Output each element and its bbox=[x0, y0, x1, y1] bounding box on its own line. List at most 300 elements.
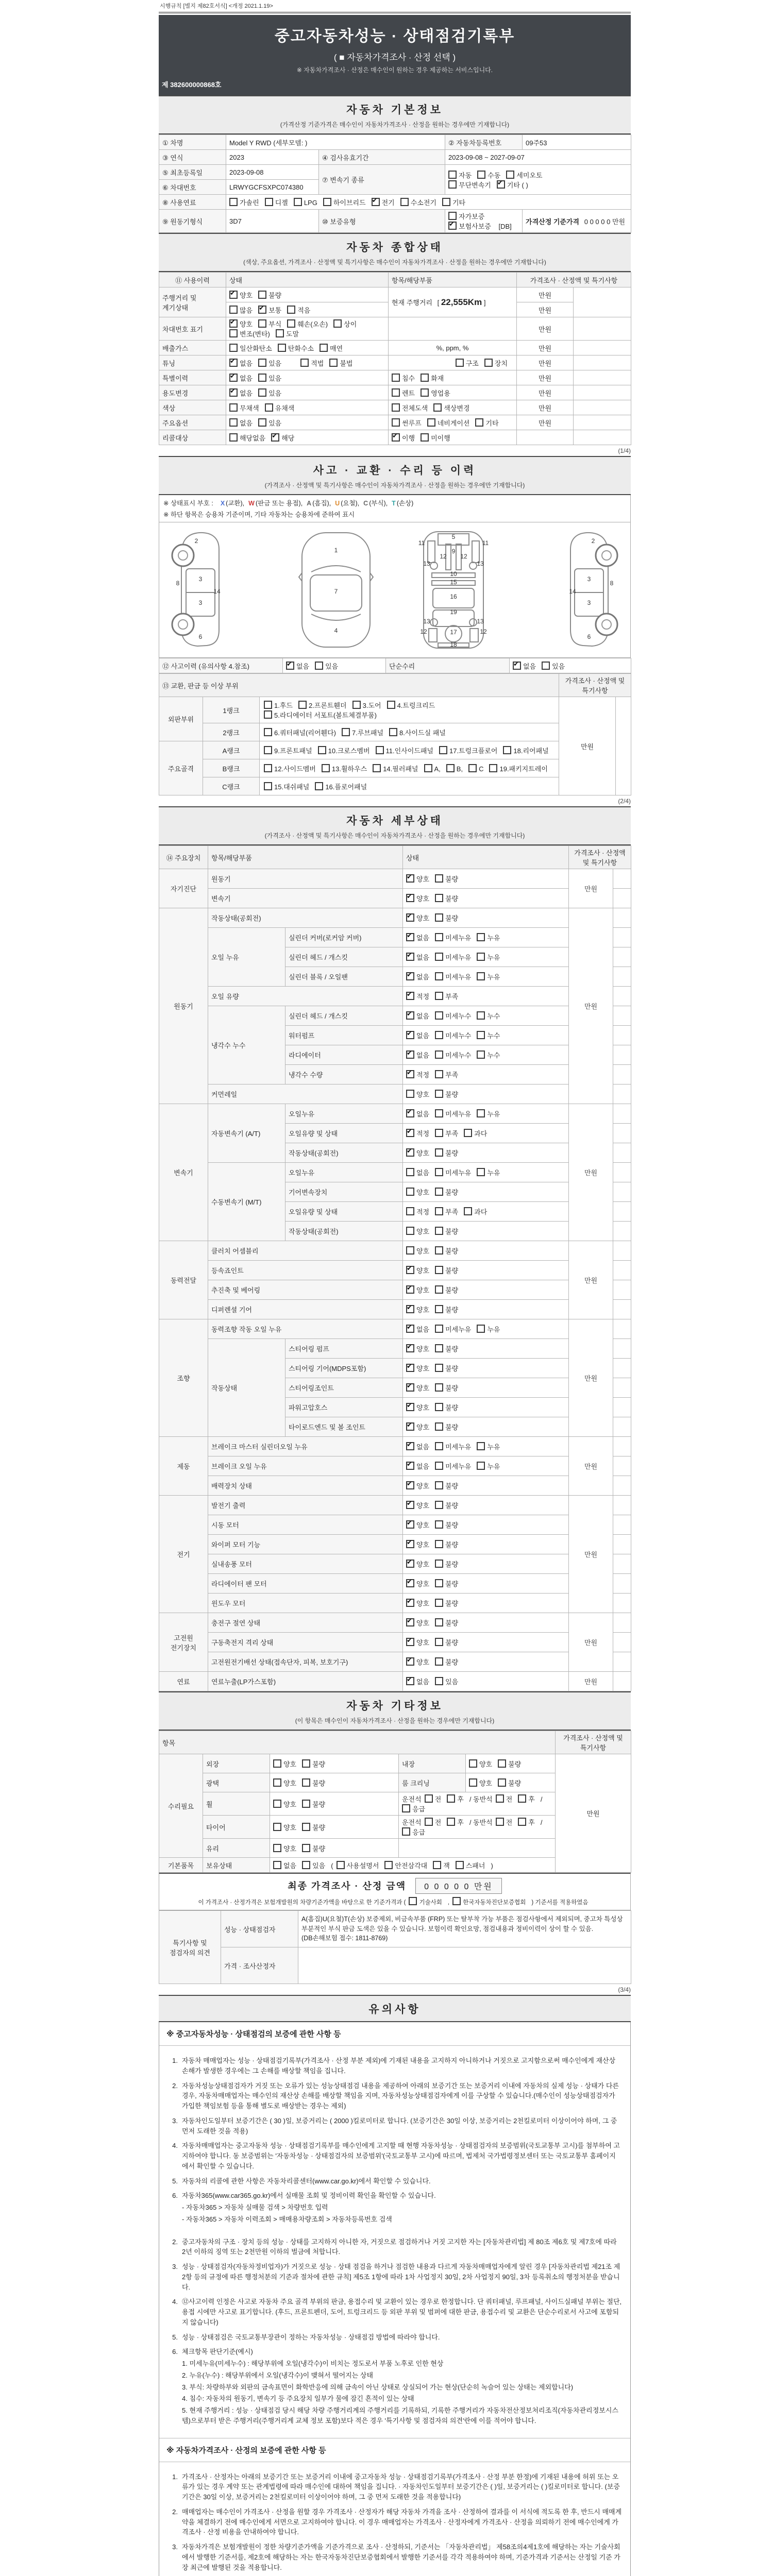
field-option bbox=[433, 1860, 450, 1870]
checkbox-checked[interactable] bbox=[406, 1422, 414, 1431]
checkbox[interactable] bbox=[498, 1778, 506, 1787]
checkbox-checked[interactable] bbox=[392, 433, 400, 442]
document-body bbox=[159, 95, 631, 2576]
option-label: 양호 bbox=[416, 1267, 430, 1275]
section-band bbox=[159, 806, 631, 845]
checkbox-checked[interactable] bbox=[406, 1618, 414, 1626]
checkbox[interactable] bbox=[264, 764, 272, 772]
checkbox[interactable] bbox=[503, 746, 511, 754]
checkbox[interactable] bbox=[352, 701, 361, 709]
field-option bbox=[475, 418, 498, 428]
checkbox[interactable] bbox=[424, 764, 432, 772]
checkbox[interactable] bbox=[392, 403, 400, 412]
checkbox[interactable] bbox=[477, 1011, 485, 1020]
checkbox-checked[interactable] bbox=[406, 1520, 414, 1529]
checkbox-checked[interactable] bbox=[286, 662, 294, 670]
checkbox[interactable] bbox=[469, 1778, 477, 1787]
state-code: X bbox=[220, 500, 225, 507]
checkbox[interactable] bbox=[264, 710, 272, 719]
checkbox[interactable] bbox=[435, 1403, 443, 1411]
field-option bbox=[402, 1804, 425, 1814]
checkbox[interactable] bbox=[464, 1207, 472, 1215]
label-text: ( bbox=[331, 1861, 333, 1870]
checkbox[interactable] bbox=[302, 1823, 310, 1831]
checkbox-checked[interactable] bbox=[406, 1325, 414, 1333]
checkbox[interactable] bbox=[477, 1050, 485, 1059]
field-option bbox=[320, 343, 343, 353]
checkbox[interactable] bbox=[435, 1560, 443, 1568]
checkbox[interactable] bbox=[425, 1818, 433, 1826]
checkbox-checked[interactable] bbox=[406, 1383, 414, 1392]
panel-number: 8 bbox=[610, 580, 614, 587]
checkbox[interactable] bbox=[320, 344, 328, 352]
checkbox[interactable] bbox=[435, 1129, 443, 1137]
field-option bbox=[435, 913, 458, 923]
checkbox-checked[interactable] bbox=[448, 222, 457, 230]
checkbox-checked[interactable] bbox=[372, 198, 380, 206]
checkbox[interactable] bbox=[477, 1031, 485, 1039]
checkbox[interactable] bbox=[475, 418, 483, 427]
checkbox-checked[interactable] bbox=[258, 306, 266, 314]
notice-block-header: ※ 중고자동차성능 · 상태점검의 보증에 관한 사항 등 bbox=[159, 2022, 630, 2046]
option-label: 누유 bbox=[487, 1110, 500, 1118]
field-option bbox=[435, 1363, 458, 1373]
checkbox[interactable] bbox=[468, 764, 477, 772]
checkbox[interactable] bbox=[435, 1207, 443, 1215]
checkbox[interactable] bbox=[435, 1540, 443, 1548]
checkbox-checked[interactable] bbox=[406, 1599, 414, 1607]
checkbox[interactable] bbox=[302, 1844, 310, 1852]
checkbox[interactable] bbox=[406, 1090, 414, 1098]
state-code-label: (판금 또는 용접) bbox=[255, 500, 301, 507]
table-row: 연료 연료누출(LP가스포함) ✔ 없음 있음 만원 bbox=[159, 1672, 631, 1691]
checkbox[interactable] bbox=[496, 1794, 504, 1803]
checkbox[interactable] bbox=[435, 933, 443, 941]
checkbox[interactable] bbox=[506, 171, 514, 179]
checkbox[interactable] bbox=[435, 1422, 443, 1431]
checkbox[interactable] bbox=[435, 953, 443, 961]
field-option bbox=[406, 1011, 429, 1021]
checkbox[interactable] bbox=[435, 1246, 443, 1255]
checkbox-checked[interactable] bbox=[406, 1638, 414, 1646]
checkbox-checked[interactable] bbox=[513, 662, 521, 670]
checkbox[interactable] bbox=[439, 746, 447, 754]
field-option bbox=[392, 373, 415, 383]
checkbox[interactable] bbox=[276, 329, 284, 337]
panel-number: 6 bbox=[198, 633, 203, 640]
checkbox[interactable] bbox=[264, 701, 272, 709]
checkbox[interactable] bbox=[447, 1818, 455, 1826]
checkbox-checked[interactable] bbox=[406, 1070, 414, 1078]
checkbox[interactable] bbox=[433, 1861, 441, 1869]
checkbox[interactable] bbox=[456, 1861, 464, 1869]
option-label: 미세누유 bbox=[445, 1326, 472, 1333]
checkbox[interactable] bbox=[489, 764, 497, 772]
checkbox[interactable] bbox=[315, 662, 323, 670]
section-subtitle: (가격조사 · 산정액 및 특기사항은 매수인이 자동차가격조사 · 산정을 원하는 경우에만 기재합니다) bbox=[264, 832, 525, 839]
option-label: 7.루브패널 bbox=[351, 728, 384, 737]
checkbox[interactable] bbox=[287, 319, 295, 328]
checkbox[interactable] bbox=[258, 418, 266, 427]
checkbox[interactable] bbox=[402, 1804, 410, 1812]
checkbox[interactable] bbox=[435, 1442, 443, 1450]
checkbox[interactable] bbox=[264, 746, 272, 754]
option-label: 기술사회 bbox=[419, 1900, 442, 1906]
checkbox[interactable] bbox=[265, 198, 273, 206]
checkbox[interactable] bbox=[258, 388, 266, 397]
field-option bbox=[435, 1676, 458, 1686]
field-option bbox=[229, 329, 270, 338]
field-option bbox=[447, 1794, 464, 1804]
checkbox[interactable] bbox=[456, 359, 464, 367]
section-band bbox=[159, 233, 631, 272]
checkbox[interactable] bbox=[435, 1050, 443, 1059]
checkbox[interactable] bbox=[406, 1227, 414, 1235]
checkbox[interactable] bbox=[425, 1794, 433, 1803]
field-option bbox=[435, 991, 458, 1001]
checkbox[interactable] bbox=[435, 1599, 443, 1607]
checkbox[interactable] bbox=[518, 1818, 526, 1826]
field-option bbox=[477, 972, 500, 981]
checkbox-checked[interactable] bbox=[406, 1677, 414, 1685]
field-option bbox=[302, 1799, 325, 1809]
checkbox[interactable] bbox=[435, 1579, 443, 1587]
option-label: 있음 bbox=[268, 374, 282, 382]
checkbox[interactable] bbox=[318, 746, 326, 754]
field-option bbox=[229, 418, 253, 428]
checkbox-checked[interactable] bbox=[406, 913, 414, 922]
checkbox[interactable] bbox=[448, 171, 457, 179]
checkbox[interactable] bbox=[477, 1462, 485, 1470]
checkbox[interactable] bbox=[477, 1325, 485, 1333]
option-label: 있음 bbox=[325, 662, 339, 670]
section-title: 자동차 세부상태 bbox=[346, 815, 443, 827]
checkbox[interactable] bbox=[435, 1227, 443, 1235]
checkbox[interactable] bbox=[435, 913, 443, 922]
checkbox[interactable] bbox=[469, 1759, 477, 1768]
checkbox[interactable] bbox=[302, 1759, 310, 1768]
checkbox[interactable] bbox=[496, 1818, 504, 1826]
checkbox[interactable] bbox=[435, 1520, 443, 1529]
option-label: 불량 bbox=[445, 875, 459, 883]
checkbox[interactable] bbox=[477, 1168, 485, 1176]
checkbox[interactable] bbox=[342, 728, 350, 736]
checkbox[interactable] bbox=[435, 1285, 443, 1294]
checkbox[interactable] bbox=[300, 359, 309, 367]
checkbox-checked[interactable] bbox=[406, 894, 414, 902]
checkbox[interactable] bbox=[421, 388, 429, 397]
option-label: 없음 bbox=[283, 1861, 297, 1870]
checkbox[interactable] bbox=[435, 1383, 443, 1392]
checkbox[interactable] bbox=[435, 1305, 443, 1313]
checkbox[interactable] bbox=[421, 374, 429, 382]
checkbox[interactable] bbox=[498, 1759, 506, 1768]
checkbox[interactable] bbox=[258, 359, 266, 367]
checkbox-checked[interactable] bbox=[406, 933, 414, 941]
checkbox[interactable] bbox=[376, 746, 384, 754]
checkbox[interactable] bbox=[337, 1861, 345, 1869]
checkbox[interactable] bbox=[435, 1364, 443, 1372]
checkbox[interactable] bbox=[273, 1861, 281, 1869]
checkbox[interactable] bbox=[542, 662, 550, 670]
checkbox[interactable] bbox=[477, 953, 485, 961]
checkbox[interactable] bbox=[264, 782, 272, 790]
field-option bbox=[435, 1324, 471, 1334]
notice-item: 3. 자동차인도일부터 보증기간은 ( 30 )일, 보증거리는 ( 2000 )킬로미터로 합니다. (보증기간은 30일 이상, 보증거리는 2천킬로미터 이상이어야 하며, 그 중 먼저 도래한 것을 적용) bbox=[172, 2116, 617, 2135]
checkbox-checked[interactable] bbox=[406, 1657, 414, 1666]
option-label: 영업용 bbox=[431, 389, 450, 397]
checkbox[interactable] bbox=[333, 319, 342, 328]
checkbox[interactable] bbox=[389, 728, 397, 736]
checkbox[interactable] bbox=[446, 764, 455, 772]
field-option bbox=[406, 1383, 429, 1393]
checkbox[interactable] bbox=[384, 1861, 393, 1869]
checkbox[interactable] bbox=[447, 1794, 455, 1803]
checkbox-checked[interactable] bbox=[229, 319, 238, 328]
option-label: 양호 bbox=[416, 1658, 430, 1666]
checkbox[interactable] bbox=[435, 1618, 443, 1626]
checkbox[interactable] bbox=[477, 1109, 485, 1117]
checkbox[interactable] bbox=[435, 1501, 443, 1509]
checkbox-checked[interactable] bbox=[406, 992, 414, 1000]
checkbox[interactable] bbox=[477, 171, 485, 179]
checkbox-checked[interactable] bbox=[406, 1540, 414, 1548]
field-option bbox=[273, 1799, 296, 1809]
checkbox[interactable] bbox=[302, 1778, 310, 1787]
state-code: W bbox=[248, 500, 255, 507]
table-row: 가격 · 조사산정자 bbox=[159, 1947, 631, 1984]
checkbox[interactable] bbox=[273, 1778, 281, 1787]
checkbox-checked[interactable] bbox=[406, 1285, 414, 1294]
option-label: 적법 bbox=[311, 359, 324, 367]
option-label: 12.사이드멤버 bbox=[274, 765, 316, 773]
checkbox[interactable] bbox=[464, 1129, 472, 1137]
checkbox-checked[interactable] bbox=[406, 1481, 414, 1489]
field-option bbox=[464, 1207, 487, 1216]
checkbox[interactable] bbox=[435, 972, 443, 980]
checkbox[interactable] bbox=[435, 1638, 443, 1646]
checkbox[interactable] bbox=[278, 344, 286, 352]
section-title: 자동차 기본정보 bbox=[346, 104, 443, 116]
checkbox-checked[interactable] bbox=[406, 1011, 414, 1020]
checkbox[interactable] bbox=[258, 374, 266, 382]
panel-number: 17 bbox=[450, 629, 457, 636]
checkbox-checked[interactable] bbox=[406, 1031, 414, 1039]
table-row: 주행거리 및 계기상태 ✔양호 불량 현재 주행거리 [ 22,555Km ] 만원 bbox=[159, 287, 631, 302]
table-row: 추진축 및 베어링 ✔ 양호 불량 bbox=[159, 1280, 631, 1300]
checkbox[interactable] bbox=[392, 374, 400, 382]
checkbox[interactable] bbox=[435, 992, 443, 1000]
checkbox[interactable] bbox=[329, 359, 338, 367]
checkbox[interactable] bbox=[435, 1657, 443, 1666]
checkbox[interactable] bbox=[258, 291, 266, 299]
checkbox[interactable] bbox=[421, 433, 429, 442]
notice-block-header: ※ 자동차가격조사 · 산정의 보증에 관한 사항 등 bbox=[159, 2438, 630, 2462]
checkbox[interactable] bbox=[229, 418, 238, 427]
checkbox[interactable] bbox=[402, 1827, 410, 1836]
checkbox-checked[interactable] bbox=[229, 388, 238, 397]
table-row: 배출가스 일산화탄소 탄화수소 매연 %, ppm, % 만원 bbox=[159, 341, 631, 355]
option-label: 불량 bbox=[445, 1619, 459, 1627]
checkbox[interactable] bbox=[435, 1148, 443, 1157]
field-option bbox=[229, 358, 253, 368]
checkbox[interactable] bbox=[435, 1677, 443, 1685]
checkbox[interactable] bbox=[273, 1759, 281, 1768]
table-row: 동력전달 클러치 어셈블리 양호 불량 만원 bbox=[159, 1241, 631, 1261]
checkbox[interactable] bbox=[258, 319, 266, 328]
label-text: ) 기준서를 적용하였음 bbox=[531, 1900, 589, 1906]
checkbox[interactable] bbox=[435, 894, 443, 902]
field-option bbox=[273, 1778, 296, 1788]
checkbox[interactable] bbox=[400, 198, 409, 206]
field-option bbox=[435, 1265, 458, 1275]
checkbox[interactable] bbox=[229, 329, 238, 337]
checkbox-checked[interactable] bbox=[406, 972, 414, 980]
option-label: 없음 bbox=[416, 1169, 430, 1177]
checkbox[interactable] bbox=[448, 212, 457, 220]
checkbox[interactable] bbox=[229, 344, 238, 352]
option-label: 렌트 bbox=[402, 389, 415, 397]
checkbox[interactable] bbox=[323, 198, 331, 206]
checkbox-checked[interactable] bbox=[406, 1148, 414, 1157]
checkbox[interactable] bbox=[452, 1897, 461, 1905]
checkbox[interactable] bbox=[477, 972, 485, 980]
option-label: 1.후드 bbox=[274, 702, 293, 709]
checkbox[interactable] bbox=[322, 764, 330, 772]
checkbox[interactable] bbox=[435, 874, 443, 883]
checkbox-checked[interactable] bbox=[406, 953, 414, 961]
checkbox[interactable] bbox=[273, 1800, 281, 1808]
option-label: 훼손(오손) bbox=[297, 320, 328, 328]
checkbox[interactable] bbox=[409, 1897, 417, 1905]
checkbox[interactable] bbox=[273, 1823, 281, 1831]
option-label: 적음 bbox=[297, 306, 311, 314]
checkbox[interactable] bbox=[435, 1031, 443, 1039]
checkbox-checked[interactable] bbox=[229, 374, 238, 382]
checkbox[interactable] bbox=[435, 1344, 443, 1352]
field-option bbox=[318, 745, 370, 755]
checkbox-checked[interactable] bbox=[406, 1442, 414, 1450]
checkbox[interactable] bbox=[302, 1861, 310, 1869]
checkbox[interactable] bbox=[392, 418, 400, 427]
notice-item: 5. 자동차의 리콜에 관한 사항은 자동차리콜센터(www.car.go.kr)에서 확인할 수 있습니다. bbox=[172, 2177, 431, 2185]
field-option bbox=[477, 1461, 500, 1471]
checkbox-checked[interactable] bbox=[497, 180, 505, 189]
checkbox[interactable] bbox=[229, 433, 238, 442]
panel-number: 6 bbox=[587, 633, 591, 640]
checkbox[interactable] bbox=[298, 701, 307, 709]
checkbox-checked[interactable] bbox=[406, 1344, 414, 1352]
checkbox[interactable] bbox=[406, 1168, 414, 1176]
checkbox[interactable] bbox=[265, 403, 273, 412]
field-option bbox=[342, 727, 383, 737]
checkbox[interactable] bbox=[435, 1188, 443, 1196]
checkbox[interactable] bbox=[406, 1188, 414, 1196]
checkbox-checked[interactable] bbox=[406, 1109, 414, 1117]
checkbox[interactable] bbox=[442, 198, 450, 206]
field-option bbox=[425, 1794, 442, 1804]
option-label: 탄화수소 bbox=[288, 344, 314, 352]
checkbox-checked[interactable] bbox=[406, 1305, 414, 1313]
checkbox-checked[interactable] bbox=[406, 1364, 414, 1372]
checkbox-checked[interactable] bbox=[406, 1462, 414, 1470]
checkbox[interactable] bbox=[477, 933, 485, 941]
field-option bbox=[258, 305, 281, 315]
field-option bbox=[477, 1442, 500, 1451]
option-label: 미세누수 bbox=[445, 1032, 472, 1040]
checkbox[interactable] bbox=[287, 306, 295, 314]
checkbox[interactable] bbox=[435, 1109, 443, 1117]
final-price-value: 0 0 0 0 0 만원 bbox=[415, 1878, 502, 1894]
option-label: C bbox=[479, 765, 484, 773]
checkbox[interactable] bbox=[427, 418, 435, 427]
checkbox-checked[interactable] bbox=[229, 359, 238, 367]
checkbox[interactable] bbox=[435, 1090, 443, 1098]
field-option bbox=[264, 710, 377, 720]
checkbox-checked[interactable] bbox=[406, 1560, 414, 1568]
field-option bbox=[435, 1109, 471, 1118]
checkbox[interactable] bbox=[302, 1800, 310, 1808]
checkbox[interactable] bbox=[229, 306, 238, 314]
checkbox-checked[interactable] bbox=[406, 1403, 414, 1411]
checkbox-checked[interactable] bbox=[406, 1050, 414, 1059]
checkbox[interactable] bbox=[387, 701, 395, 709]
checkbox[interactable] bbox=[315, 782, 323, 790]
checkbox-checked[interactable] bbox=[406, 874, 414, 883]
checkbox[interactable] bbox=[273, 1844, 281, 1852]
checkbox[interactable] bbox=[435, 1168, 443, 1176]
checkbox-checked[interactable] bbox=[406, 1129, 414, 1137]
checkbox-checked[interactable] bbox=[406, 1266, 414, 1274]
checkbox[interactable] bbox=[373, 764, 381, 772]
checkbox[interactable] bbox=[435, 1070, 443, 1078]
checkbox[interactable] bbox=[435, 1481, 443, 1489]
checkbox[interactable] bbox=[229, 198, 238, 206]
checkbox-checked[interactable] bbox=[271, 433, 279, 442]
checkbox[interactable] bbox=[392, 388, 400, 397]
checkbox[interactable] bbox=[406, 1207, 414, 1215]
checkbox[interactable] bbox=[448, 180, 457, 189]
checkbox[interactable] bbox=[435, 1011, 443, 1020]
checkbox[interactable] bbox=[229, 403, 238, 412]
final-price-label: 최종 가격조사 · 산정 금액 bbox=[288, 1881, 407, 1891]
checkbox[interactable] bbox=[435, 1462, 443, 1470]
checkbox[interactable] bbox=[433, 403, 442, 412]
checkbox[interactable] bbox=[435, 1325, 443, 1333]
option-label: 일산화탄소 bbox=[240, 344, 272, 352]
checkbox[interactable] bbox=[477, 1442, 485, 1450]
checkbox[interactable] bbox=[435, 1266, 443, 1274]
checkbox[interactable] bbox=[518, 1794, 526, 1803]
option-label: 해당 bbox=[281, 434, 295, 442]
checkbox[interactable] bbox=[484, 359, 493, 367]
checkbox-checked[interactable] bbox=[406, 1579, 414, 1587]
option-label: 미세누수 bbox=[445, 1052, 472, 1059]
checkbox[interactable] bbox=[406, 1246, 414, 1255]
field-option bbox=[376, 745, 433, 755]
checkbox[interactable] bbox=[294, 198, 302, 206]
label-text: / 동반석 bbox=[469, 1795, 493, 1803]
checkbox-checked[interactable] bbox=[406, 1501, 414, 1509]
option-label: 17.트렁크플로어 bbox=[449, 747, 498, 755]
notice-item: 5. 성능 · 상태점검은 국토교통부장관이 정하는 자동차성능 · 상태점검 방법에 따라야 합니다. bbox=[172, 2333, 440, 2341]
checkbox-checked[interactable] bbox=[229, 291, 238, 299]
notice-item: 2. 매매업자는 매수인이 가격조사 · 산정을 원할 경우 가격조사 · 산정자가 해당 자동차 가격을 조사 · 산정하여 결과를 이 서식에 적도록 한 후, 반드시 매매계약을 체결하기 전에 매수인에게 서면으로 고지하여야 합니다. 이 경우 매매업자는 가격조사 · 산정자에게 가격조사 · 산정을 의뢰하기 전에 매수인에게 가격조사 · 산정 비용을 안내하여야 합니다. bbox=[172, 2507, 622, 2536]
option-label: 안전삼각대 bbox=[395, 1861, 428, 1870]
field-option bbox=[298, 700, 347, 710]
field-option bbox=[435, 1598, 458, 1608]
checkbox[interactable] bbox=[264, 728, 272, 736]
